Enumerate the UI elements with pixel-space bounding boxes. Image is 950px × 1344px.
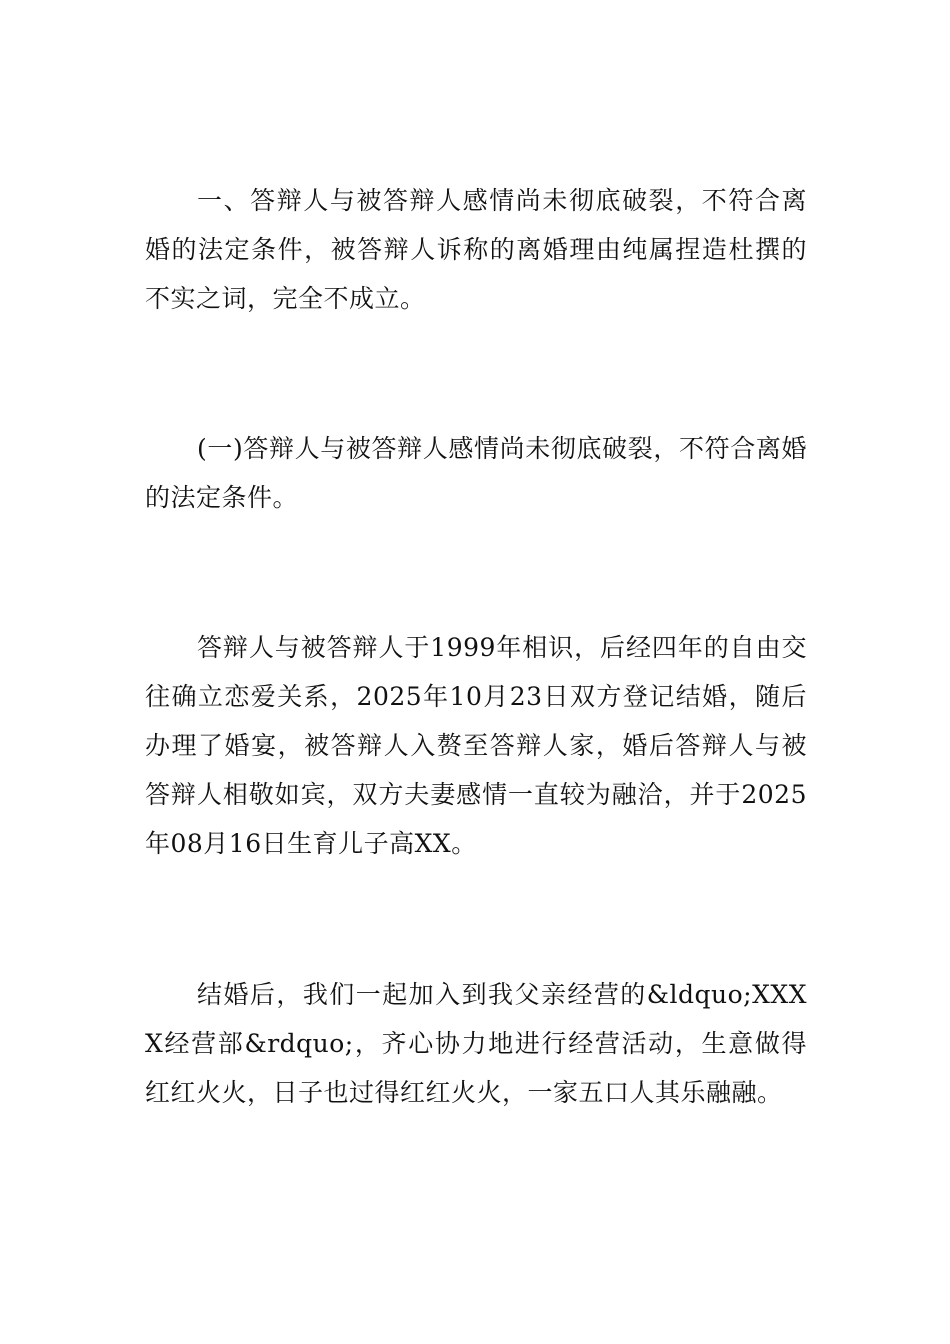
paragraph-family-business: 结婚后，我们一起加入到我父亲经营的&ldquo;XXXX经营部&rdquo;，齐心协力地进行经营活动，生意做得红红火火，日子也过得红红火火，一家五口人其乐融融。 [145,980,807,1107]
paragraph-relationship-history: 答辩人与被答辩人于1999年相识，后经四年的自由交往确立恋爱关系，2025年10月23日双方登记结婚，随后办理了婚宴，被答辩人入赘至答辩人家，婚后答辩人与被答辩人相敬如宾，双方夫妻感情一直较为融洽，并于2025年08月16日生育儿子高XX。 [145,633,807,858]
paragraph-subsection-one-heading: (一)答辩人与被答辩人感情尚未彻底破裂，不符合离婚的法定条件。 [145,434,807,512]
paragraph-section-one-heading: 一、答辩人与被答辩人感情尚未彻底破裂，不符合离婚的法定条件，被答辩人诉称的离婚理由纯属捏造杜撰的不实之词，完全不成立。 [145,186,807,313]
